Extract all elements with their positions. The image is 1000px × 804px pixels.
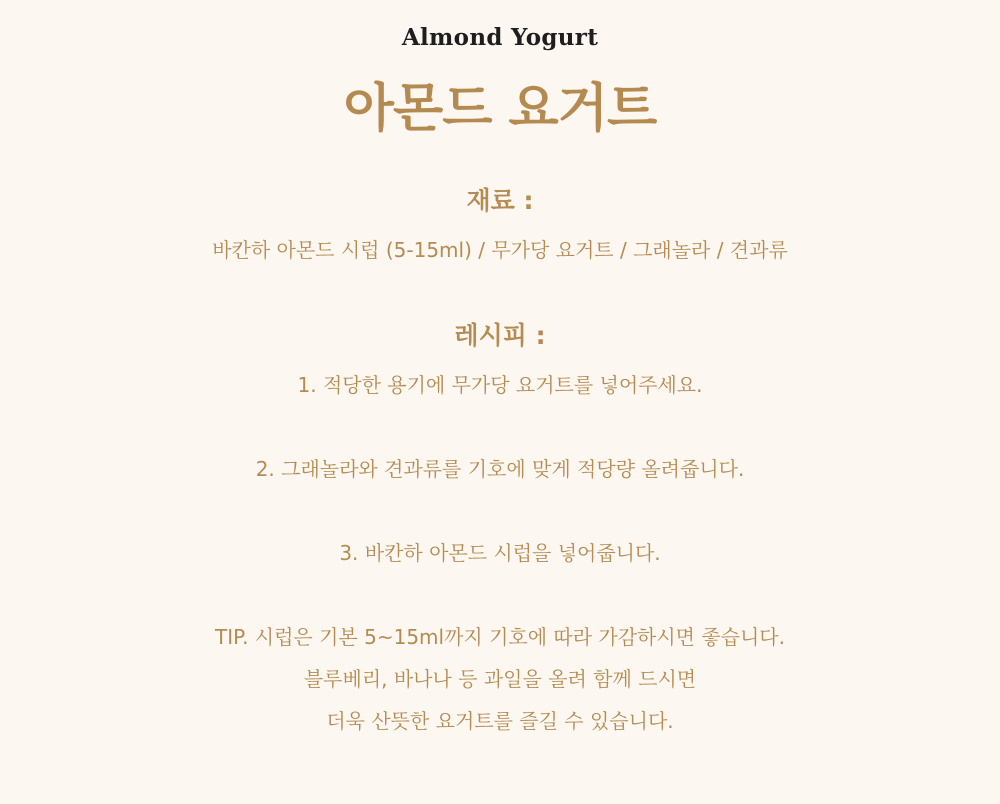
recipe-step-1: 1. 적당한 용기에 무가당 요거트를 넣어주세요.	[297, 373, 703, 397]
recipe-step-3: 3. 바칸하 아몬드 시럽을 넣어줍니다.	[339, 541, 661, 565]
korean-title: 아몬드 요거트	[343, 79, 657, 139]
tip-line-1: TIP. 시럽은 기본 5~15ml까지 기호에 따라 가감하시면 좋습니다.	[215, 625, 785, 649]
recipe-step-2: 2. 그래놀라와 견과류를 기호에 맞게 적당량 올려줍니다.	[255, 457, 745, 481]
ingredients-list: 바칸하 아몬드 시럽 (5-15ml) / 무가당 요거트 / 그래놀라 / 견과류	[212, 238, 788, 262]
recipe-heading: 레시피 :	[454, 321, 546, 350]
english-title: Almond Yogurt	[401, 24, 599, 51]
tip-line-3: 더욱 산뜻한 요거트를 즐길 수 있습니다.	[326, 709, 674, 733]
ingredients-heading: 재료 :	[466, 186, 534, 215]
tip-line-2: 블루베리, 바나나 등 과일을 올려 함께 드시면	[303, 667, 697, 691]
